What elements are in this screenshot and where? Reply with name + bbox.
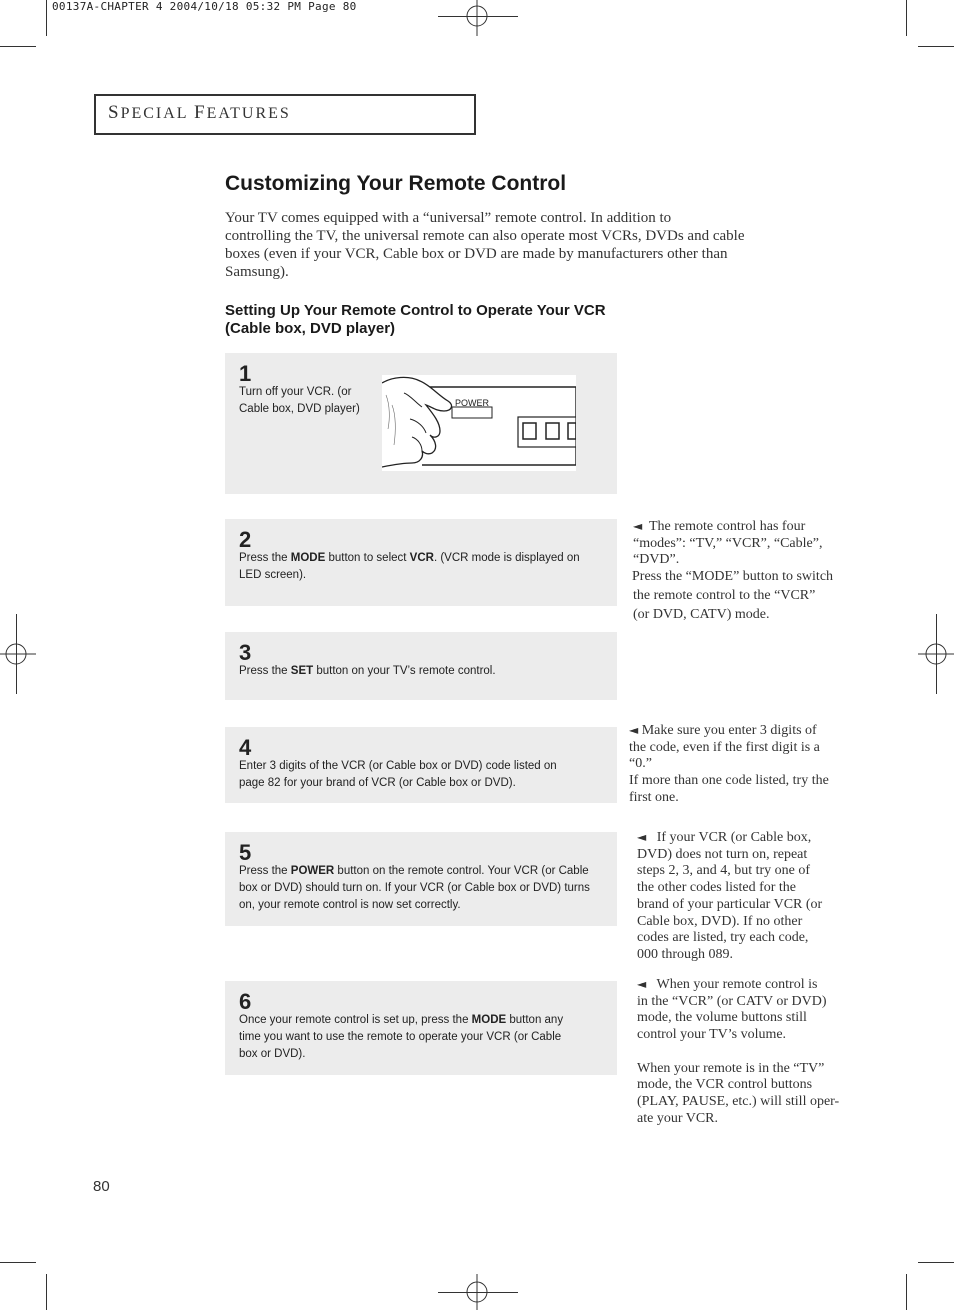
page-title: Customizing Your Remote Control xyxy=(225,172,567,195)
note-modes: ◄ The remote control has four “modes”: “TV,” “VCR”, “Cable”, “DVD”. Press the “MODE” button to switch the remote control to the “VCR” (or DVD, CATV) mode. xyxy=(632,519,834,622)
step-2 xyxy=(225,519,617,606)
step-5 xyxy=(225,832,617,926)
arrow-left-icon: ◄ xyxy=(637,977,647,991)
print-slug: 00137A-CHAPTER 4 2004/10/18 05:32 PM Page 80 xyxy=(52,0,357,13)
step-3 xyxy=(225,632,617,700)
step-text: Enter 3 digits of the VCR (or Cable box or DVD) code listed on page 82 for your brand of VCR (or Cable box or DVD). xyxy=(239,760,557,789)
intro-paragraph: Your TV comes equipped with a “universal” remote control. In addition to controlling the TV, the universal remote can also operate most VCRs, DVDs and cable boxes (even if your VCR, Cable box or DVD are made by manufacturers other than Samsung). xyxy=(225,210,745,280)
step-1 xyxy=(225,353,617,494)
step-text: Press the SET button on your TV’s remote control. xyxy=(239,665,496,677)
arrow-left-icon: ◄ xyxy=(629,723,639,737)
vcr-power-illustration xyxy=(382,375,576,471)
step-text: Press the MODE button to select VCR. (VCR mode is displayed on LED screen). xyxy=(239,552,580,581)
step-text: Once your remote control is set up, press the MODE button any time you want to use the remote to operate your VCR (or Cable box or DVD). xyxy=(239,1014,564,1060)
step-number: 2 xyxy=(239,527,252,552)
step-number: 3 xyxy=(239,640,252,665)
step-4 xyxy=(225,727,617,803)
note-volume: ◄ When your remote control is in the “VCR” (or CATV or DVD) mode, the volume buttons still control your TV’s volume. When your remote is in the “TV” mode, the VCR control buttons (PLAY, PAUSE, etc.) will still oper- ate your VCR. xyxy=(637,977,840,1126)
section-header: SPECIAL FEATURES xyxy=(108,102,291,123)
step-number: 4 xyxy=(239,735,252,760)
step-6 xyxy=(225,981,617,1075)
step-number: 6 xyxy=(239,989,252,1014)
arrow-left-icon: ◄ xyxy=(637,830,647,844)
page-number: 80 xyxy=(93,1178,110,1195)
note-digits: ◄ Make sure you enter 3 digits of the code, even if the first digit is a “0.” If more than one code listed, try the first one. xyxy=(629,723,829,805)
note-no-power: ◄ If your VCR (or Cable box, DVD) does not turn on, repeat steps 2, 3, and 4, but try one of the other codes listed for the brand of your particular VCR (or Cable box, DVD). If no other codes are listed, try each code, 000 through 089. xyxy=(637,830,823,962)
arrow-left-icon: ◄ xyxy=(633,519,643,533)
step-number: 5 xyxy=(239,840,252,865)
step-text: Turn off your VCR. (or Cable box, DVD player) xyxy=(239,386,360,415)
step-number: 1 xyxy=(239,361,252,386)
power-label: POWER xyxy=(455,398,490,408)
step-text: Press the POWER button on the remote control. Your VCR (or Cable box or DVD) should turn on. If your VCR (or Cable box or DVD) turns on, your remote control is now set correctly. xyxy=(239,865,590,911)
section-subhead: Setting Up Your Remote Control to Operate Your VCR (Cable box, DVD player) xyxy=(225,302,606,337)
